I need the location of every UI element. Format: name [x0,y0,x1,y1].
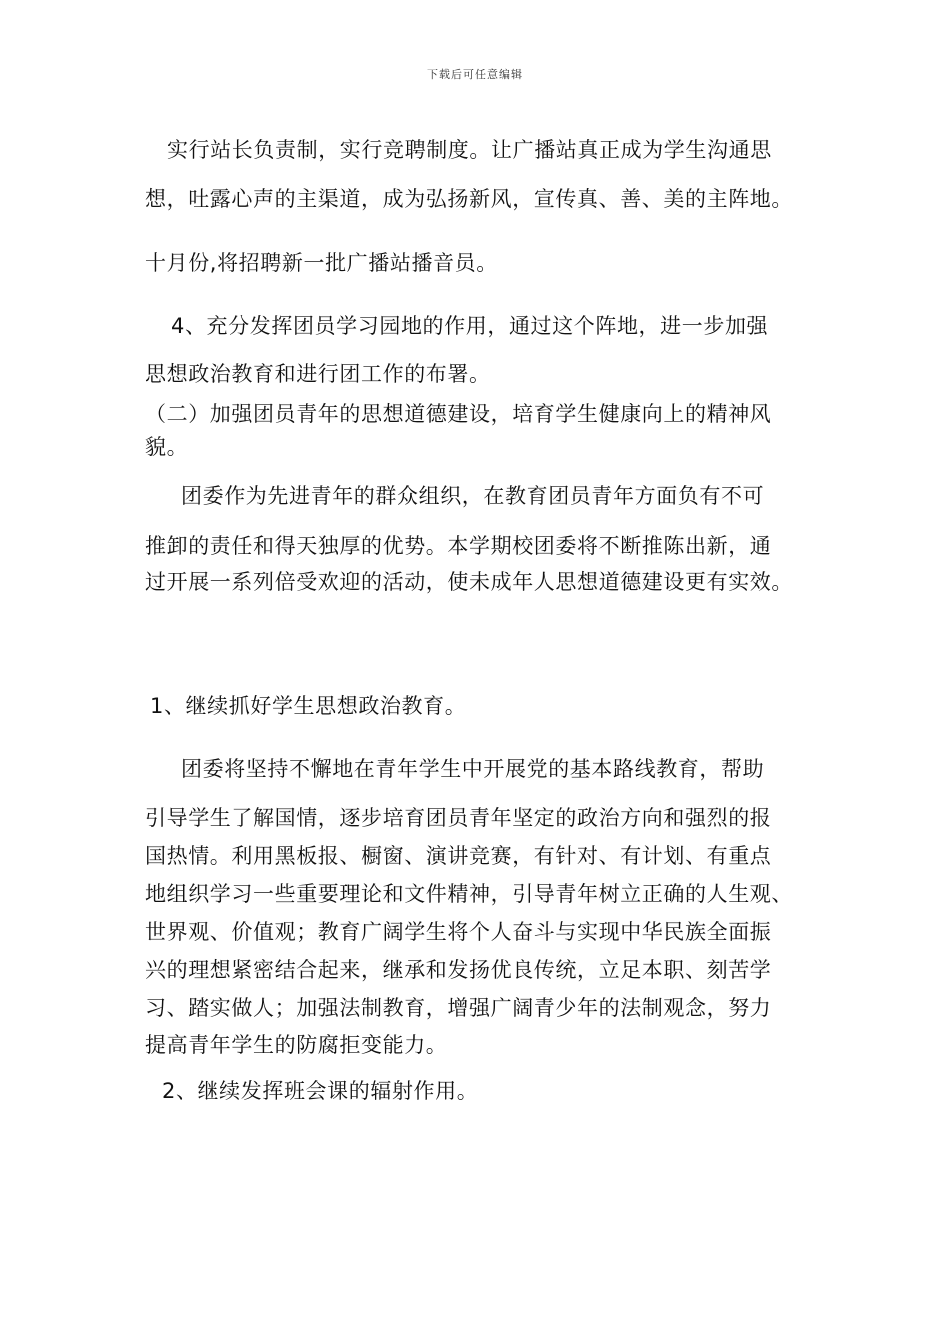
paragraph-line: 实行站长负责制，实行竞聘制度。让广播站真正成为学生沟通思 [167,138,772,162]
subsection-heading: 1、继续抓好学生思想政治教育。 [150,694,467,718]
paragraph-line: 兴的理想紧密结合起来，继承和发扬优良传统，立足本职、刻苦学 [145,958,772,982]
paragraph-line: 世界观、价值观；教育广阔学生将个人奋斗与实现中华民族全面振 [145,920,772,944]
paragraph-line: 地组织学习一些重要理论和文件精神，引导青年树立正确的人生观、 [145,882,793,906]
paragraph-line: 推卸的责任和得天独厚的优势。本学期校团委将不断推陈出新，通 [145,534,772,558]
section-heading: （二）加强团员青年的思想道德建设，培育学生健康向上的精神风 [145,402,772,426]
paragraph-line: 引导学生了解国情，逐步培育团员青年坚定的政治方向和强烈的报 [145,806,772,830]
paragraph-line: 过开展一系列倍受欢迎的活动，使未成年人思想道德建设更有实效。 [145,570,793,594]
paragraph-line: 团委作为先进青年的群众组织，在教育团员青年方面负有不可 [181,484,765,508]
paragraph-line: 想，吐露心声的主渠道，成为弘扬新风，宣传真、善、美的主阵地。 [145,187,793,211]
paragraph-line: 4、充分发挥团员学习园地的作用，通过这个阵地，进一步加强 [171,314,769,338]
paragraph-line: 提高青年学生的防腐拒变能力。 [145,1033,448,1057]
paragraph-line: 习、踏实做人；加强法制教育，增强广阔青少年的法制观念，努力 [145,996,772,1020]
paragraph-line: 思想政治教育和进行团工作的布署。 [145,362,491,386]
paragraph-line: 团委将坚持不懈地在青年学生中开展党的基本路线教育，帮助 [181,757,765,781]
section-heading: 貌。 [145,435,189,459]
page-header: 下载后可任意编辑 [427,68,523,81]
subsection-heading: 2、继续发挥班会课的辐射作用。 [162,1079,479,1103]
paragraph-line: 十月份,将招聘新一批广播站播音员。 [145,251,498,275]
paragraph-line: 国热情。利用黑板报、橱窗、演讲竞赛，有针对、有计划、有重点 [145,844,772,868]
